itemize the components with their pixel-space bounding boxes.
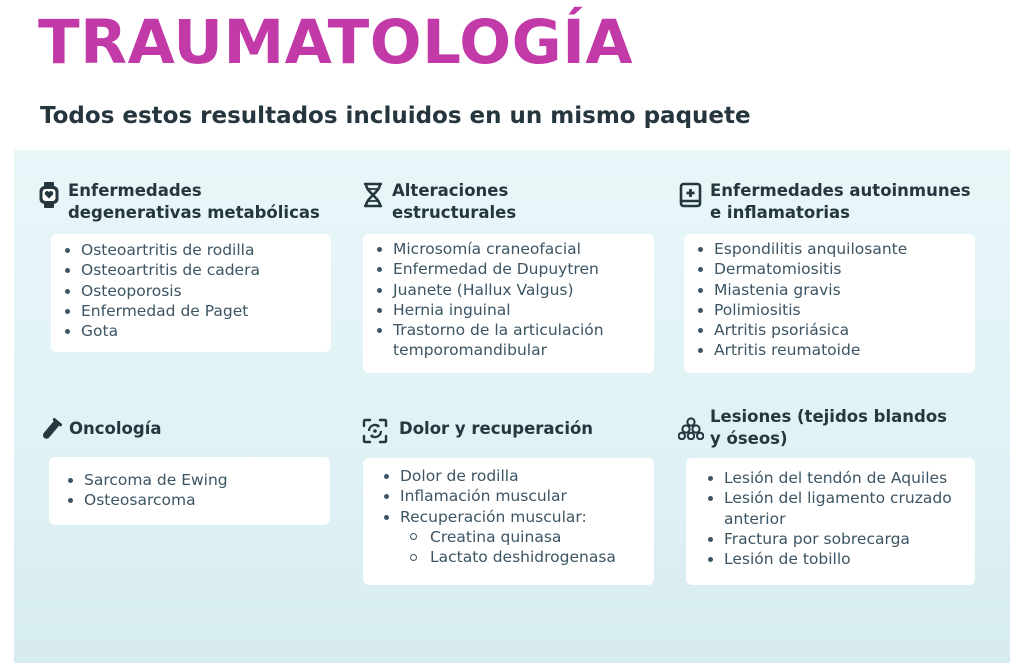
card-autoinmunes [684,234,975,373]
list [686,468,975,569]
list [684,239,975,361]
list-item: Enfermedad de Dupuytren [363,259,654,279]
page-title: TRAUMATOLOGÍA [38,7,634,78]
section-title: Enfermedades [68,181,202,200]
list-item: Artritis psoriásica [684,320,975,340]
list-item: Trastorno de la articulación [363,320,654,340]
list-item: Dolor de rodilla [363,466,654,486]
section-title: Dolor y recuperación [399,419,594,438]
list [49,470,330,511]
list-item: Sarcoma de Ewing [49,470,330,490]
sub-list-item: Creatina quinasa [363,527,654,547]
list-item: Inflamación muscular [363,486,654,506]
section-title: e inflamatorias [710,203,851,222]
list-item: Microsomía craneofacial [363,239,654,259]
section-title: Lesiones (tejidos blandos [710,407,947,426]
section-header [678,180,971,224]
section-title: estructurales [392,203,517,222]
test-tube-icon [37,416,63,446]
card-lesiones [686,458,975,585]
list-item: Recuperación muscular: [363,507,654,527]
section-header [36,180,320,224]
list-item: Lesión de tobillo [686,549,975,569]
list-item-continuation: temporomandibular [393,341,547,360]
section-title: degenerativas metabólicas [68,203,320,222]
section-header [360,416,593,446]
list-item: Juanete (Hallux Valgus) [363,280,654,300]
section-header [360,180,516,224]
list-item: Polimiositis [684,300,975,320]
list-item: Hernia inguinal [363,300,654,320]
list-item: Osteoartritis de rodilla [51,240,331,260]
list [51,240,331,341]
list-item: Lesión del ligamento cruzado [686,488,975,508]
list-item: Osteoartritis de cadera [51,260,331,280]
list-item: Espondilitis anquilosante [684,239,975,259]
list-item: Artritis reumatoide [684,340,975,360]
page-subtitle: Todos estos resultados incluidos en un mismo paquete [40,103,751,129]
section-title: y óseos) [710,429,788,448]
list [363,239,654,361]
list-item: Lesión del tendón de Aquiles [686,468,975,488]
list-item: Osteoporosis [51,281,331,301]
medical-book-icon [678,180,704,210]
card-estructurales [363,234,654,373]
list-item: Gota [51,321,331,341]
watch-heart-icon [36,180,62,210]
section-title: Alteraciones [392,181,509,200]
section-title: Oncología [69,419,162,438]
section-title: Enfermedades autoinmunes [710,181,971,200]
card-dolor [363,458,654,585]
list-item: Enfermedad de Paget [51,301,331,321]
list-item: Dermatomiositis [684,259,975,279]
card-degenerativas [51,234,331,352]
list [363,466,654,567]
section-header [678,406,947,450]
card-oncologia [49,457,330,525]
cells-cluster-icon [678,406,704,450]
list-item: Osteosarcoma [49,490,330,510]
dna-icon [360,180,386,210]
section-header [37,416,161,446]
list-item-continuation: anterior [724,509,786,528]
recovery-cycle-icon [360,416,390,446]
sub-list-item: Lactato deshidrogenasa [363,547,654,567]
list-item: Fractura por sobrecarga [686,529,975,549]
list-item: Miastenia gravis [684,280,975,300]
